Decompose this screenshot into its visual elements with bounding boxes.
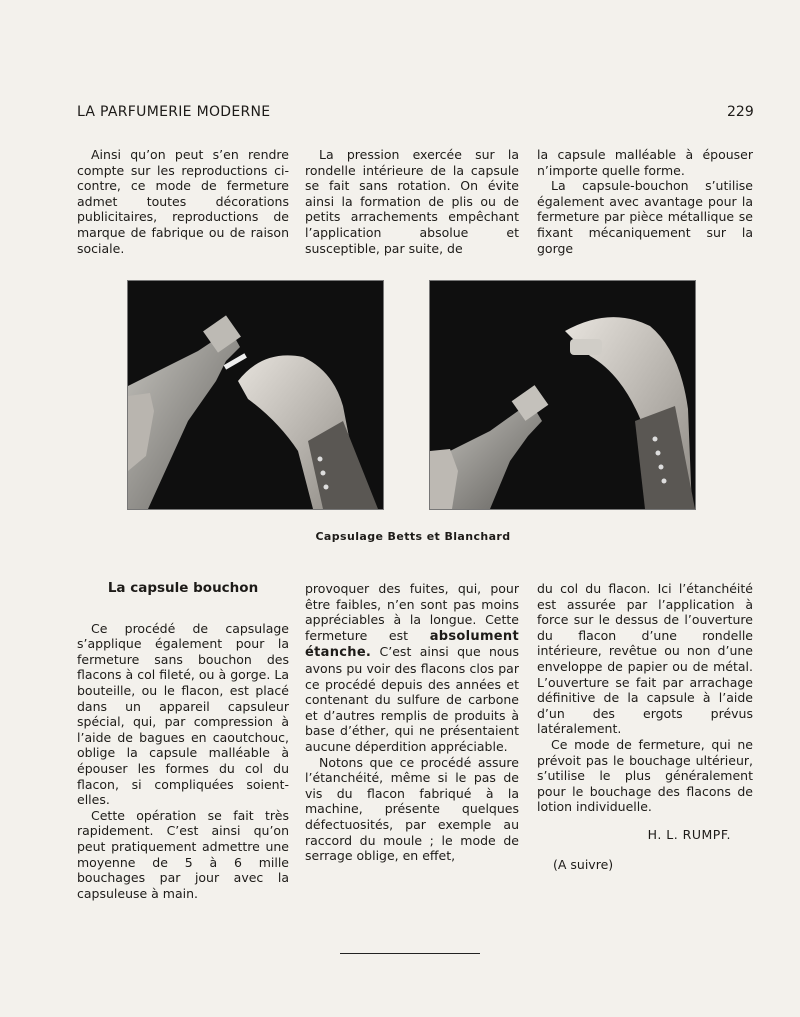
article-column-1 (77, 581, 289, 901)
paragraph-continuation: la capsule malléable à épouser n’importe quelle forme. (537, 147, 753, 178)
running-header-title: LA PARFUMERIE MODERNE (77, 104, 271, 120)
paragraph: Ce mode de fermeture, qui ne prévoit pas le bouchage ultérieur, s’utilise le plus généralement pour le bouchage des flacons de lotion individuelle. (537, 736, 753, 815)
top-column-2 (305, 147, 519, 256)
paragraph: Notons que ce procédé assure l’étanchéité, même si le pas de vis du flacon fabriqué à la machine, présente quelques défectuosités, par exemple au raccord du moule ; le mode de serrage oblige, en effet, (305, 754, 519, 864)
photo-opening-capsule (127, 280, 384, 510)
figure-caption: Capsulage Betts et Blanchard (315, 530, 511, 543)
emphasis-text: absolument étanche. (305, 628, 519, 661)
section-title: La capsule bouchon (107, 580, 259, 596)
end-rule (340, 953, 480, 954)
paragraph: La pression exercée sur la rondelle intérieure de la capsule se fait sans rotation. On évite ainsi la formation de plis ou de petits arrachements empêchant l’application absolue et susceptible, par suite, de (305, 147, 519, 256)
to-be-continued: (A suivre) (553, 856, 614, 872)
paragraph-continuation (305, 581, 519, 755)
paragraph: Ce procédé de capsulage s’applique également pour la fermeture sans bouchon des flacons à col fileté, ou à gorge. La bouteille, ou le flacon, est placé dans un appareil capsuleur spécial, qui, par compression à l’aide de bagues en caoutchouc, oblige la capsule malléable à épouser les formes du col du flacon, si compliquées soient-elles. (77, 620, 289, 808)
paragraph: Ainsi qu’on peut s’en rendre compte sur les reproductions ci-contre, ce mode de fermeture admet toutes décorations publicitaires, reproductions de marque de fabrique ou de raison sociale. (77, 147, 289, 256)
top-column-1 (77, 147, 289, 256)
paragraph: La capsule-bouchon s’utilise également avec avantage pour la fermeture par pièce métallique se fixant mécaniquement sur la gorge (537, 178, 753, 256)
text-run: C’est ainsi que nous avons pu voir des flacons clos par ce procédé depuis des années et contenant du sulfure de carbone et d’autres remplis de produits à base d’éther, qui ne présentaient aucune déperdition appréciable. (305, 644, 519, 754)
page-number: 229 (727, 104, 754, 120)
top-column-3 (537, 147, 753, 256)
text-run: provoquer des fuites, qui, pour être faibles, n’en sont pas moins appréciables à la longue. Cette fermeture est (305, 581, 519, 643)
article-column-3 (537, 581, 753, 872)
paragraph: Cette opération se fait très rapidement. C’est ainsi qu’on peut pratiquement admettre une moyenne de 5 à 6 mille bouchages par jour avec la capsuleuse à main. (77, 807, 289, 901)
article-column-2 (305, 581, 519, 864)
author-signature: H. L. RUMPF. (647, 826, 731, 842)
paragraph-continuation: du col du flacon. Ici l’étanchéité est assurée par l’application à force sur le dessus de l’ouverture du flacon d’une rondelle intérieure, revêtue ou non d’une enveloppe de papier ou de métal. L’ouverture se fait par arrachage définitive de la capsule à l’aide d’un des ergots prévus latéralement. (537, 581, 753, 737)
photo-capsule-removed (429, 280, 696, 510)
